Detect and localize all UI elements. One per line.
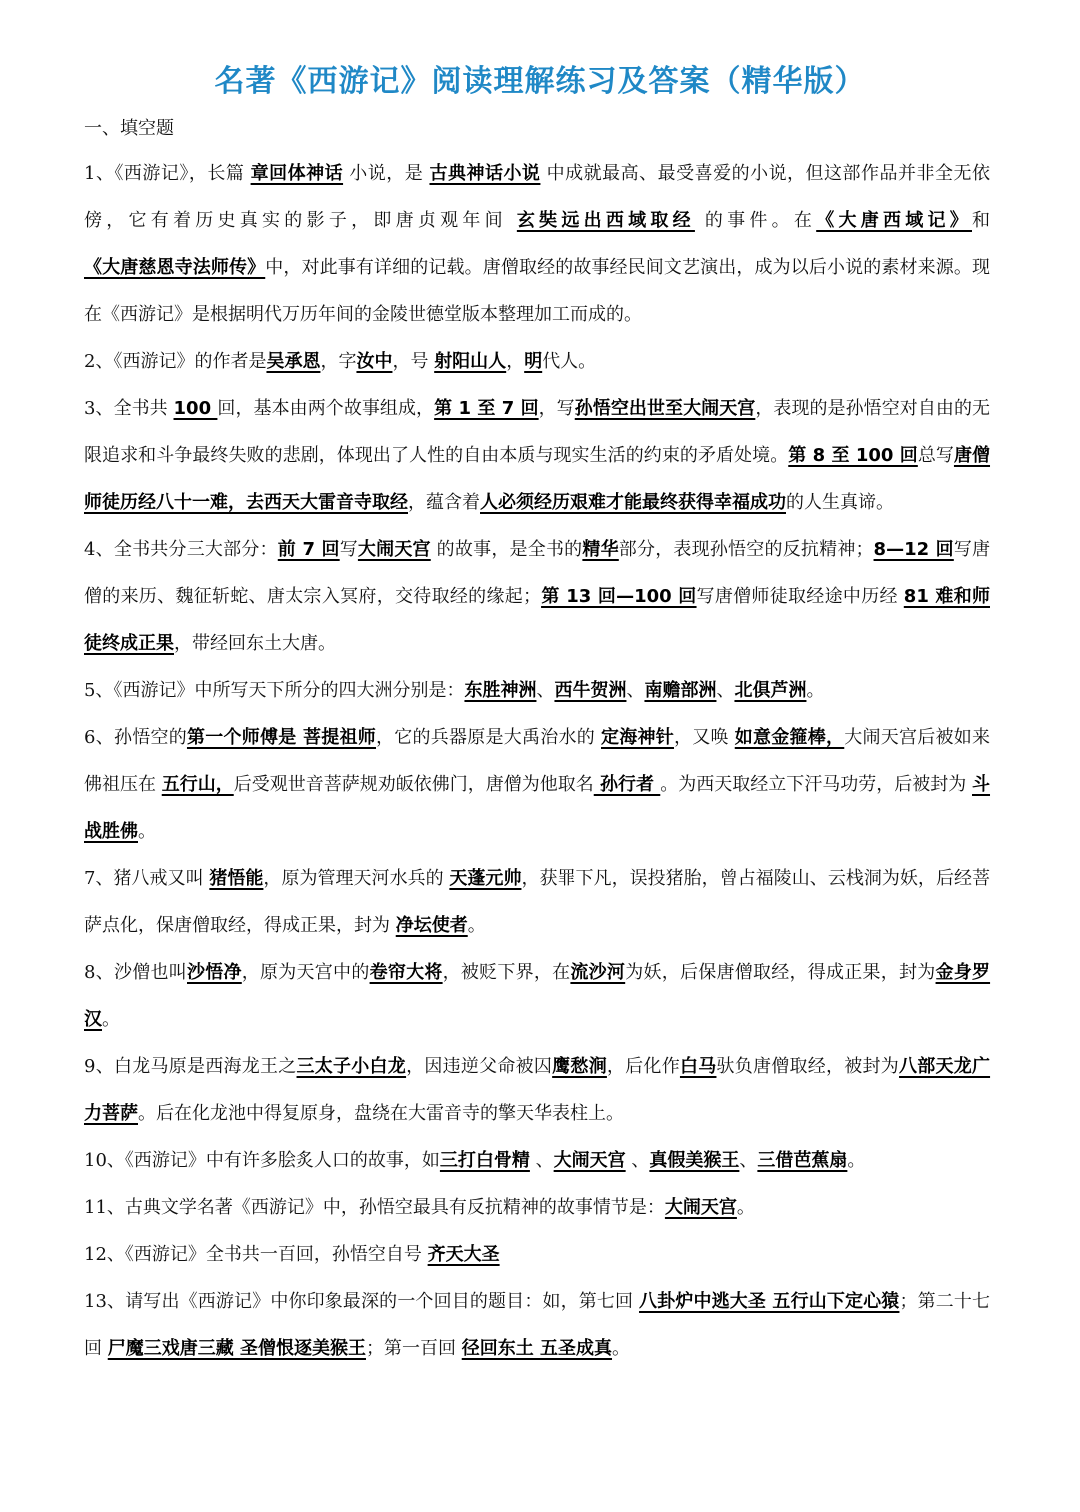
answer-text: 章回体神话 (250, 163, 344, 184)
question-item (84, 855, 990, 949)
answer-text: 第 13 回—100 回 (541, 586, 697, 607)
question-text: ，表现的是孙悟空对自由的无限追求和斗争最终失败的悲剧，体现出了人性的自由本质与现实生活的约束的矛盾处境。 (84, 398, 991, 466)
question-text: ，后化作 (606, 1056, 680, 1077)
question-text: 、 (529, 1150, 554, 1171)
question-text: 3、全书共 (84, 398, 174, 419)
question-text: 。 (736, 1197, 755, 1218)
answer-text: 八部天龙广力菩萨 (84, 1056, 991, 1124)
question-text: 。 (138, 821, 156, 842)
answer-text: 汝中 (356, 351, 393, 372)
question-item (84, 1043, 990, 1137)
question-text: ， (506, 351, 525, 372)
answer-text: 定海神针 (601, 727, 675, 748)
question-text: 、 (625, 1150, 650, 1171)
question-text: 8、沙僧也叫 (84, 962, 187, 983)
question-text: ，获罪下凡，误投猪胎，曾占福陵山、云栈洞为妖，后经菩萨点化，保唐僧取经，得成正果，封为 (84, 868, 990, 936)
question-text: 驮负唐僧取经，被封为 (716, 1056, 900, 1077)
question-text: 。 (806, 680, 825, 701)
question-item (84, 385, 990, 526)
answer-text: 前 7 回 (277, 539, 340, 560)
question-item (84, 667, 990, 714)
question-text: 10、《西游记》中有许多脍炙人口的故事，如 (84, 1150, 440, 1171)
answer-text: 吴承恩 (266, 351, 321, 372)
question-text: ，又唤 (674, 727, 735, 748)
question-text: 13、请写出《西游记》中你印象最深的一个回目的题目：如，第七回 (84, 1291, 640, 1312)
question-text: 、 (739, 1150, 758, 1171)
question-text: ；第二十七回 (84, 1291, 991, 1359)
answer-text: 第 8 至 100 回 (788, 445, 918, 466)
question-text: 的人生真谛。 (786, 492, 894, 513)
answer-text: 净坛使者 (395, 915, 468, 936)
answer-text: 古典神话小说 (429, 163, 541, 184)
answer-text: 沙悟净 (187, 962, 242, 983)
answer-text: 100 (173, 398, 218, 419)
answer-text: 唐僧师徒历经八十一难，去西天大雷音寺取经 (84, 445, 991, 513)
answer-text: 81 难和师徒终成正果 (84, 586, 990, 654)
question-text: 中，对此事有详细的记载。唐僧取经的故事经民间文艺演出，成为以后小说的素材来源。现在《西游记》是根据明代万历年间的金陵世德堂版本整理加工而成的。 (84, 257, 991, 325)
answer-text: 精华 (582, 539, 619, 560)
answer-text: 真假美猴王 (649, 1150, 740, 1171)
question-item (84, 1184, 990, 1231)
answer-text: 东胜神洲 (464, 680, 537, 701)
answer-text: 三借芭蕉扇 (757, 1150, 848, 1171)
answer-text: 8—12 回 (873, 539, 954, 560)
answer-text: 大闹天宫 (357, 539, 431, 560)
question-text: 。 (467, 915, 486, 936)
answer-text: 白马 (679, 1056, 717, 1077)
question-text: 9、白龙马原是西海龙王之 (84, 1056, 297, 1077)
question-text: 小说，是 (343, 163, 430, 184)
answer-text: 西牛贺洲 (554, 680, 627, 701)
answer-text: 明 (524, 351, 543, 372)
question-text: 。为西天取经立下汗马功劳，后被封为 (660, 774, 973, 795)
question-text: 后受观世音菩萨规劝皈依佛门，唐僧为他取名 (233, 774, 594, 795)
question-text: 1、《西游记》，长篇 (84, 163, 251, 184)
question-text: 中成就最高、最受喜爱的小说，但这部作品并非全无依傍，它有着历史真实的影子，即唐贞观年间 (84, 163, 990, 231)
answer-text: 天蓬元帅 (449, 868, 522, 889)
answer-text: 尸魔三戏唐三藏 圣僧恨逐美猴王 (107, 1338, 366, 1359)
question-text: 4、全书共分三大部分： (84, 539, 278, 560)
question-text: 写 (339, 539, 358, 560)
question-item (84, 338, 990, 385)
question-text: 、 (626, 680, 645, 701)
question-item (84, 714, 990, 855)
question-item (84, 526, 990, 667)
question-text: 。 (102, 1009, 120, 1030)
question-text: 大闹天宫后被如来佛祖压在 (84, 727, 991, 795)
question-text: 、 (716, 680, 735, 701)
question-text: ，写 (538, 398, 575, 419)
question-text: 5、《西游记》中所写天下所分的四大洲分别是： (84, 680, 465, 701)
question-text: ，带经回东土大唐。 (174, 633, 336, 654)
question-text: 代人。 (542, 351, 597, 372)
answer-text: 第 1 至 7 回 (434, 398, 539, 419)
question-text: ，它的兵器原是大禹治水的 (376, 727, 601, 748)
question-text: 和 (972, 210, 990, 231)
answer-text: 孙行者 (593, 774, 661, 795)
answer-text: 鹰愁涧 (552, 1056, 607, 1077)
question-item (84, 1137, 990, 1184)
question-text: ，字 (320, 351, 357, 372)
question-text: ；第一百回 (366, 1338, 462, 1359)
question-item (84, 150, 990, 338)
answer-text: 大闹天宫 (664, 1197, 737, 1218)
answer-text: 八卦炉中逃大圣 五行山下定心猿 (639, 1291, 900, 1312)
question-text: 回，基本由两个故事组成， (217, 398, 435, 419)
question-text: 、 (536, 680, 555, 701)
document-title: 名著《西游记》阅读理解练习及答案（精华版） (214, 64, 866, 99)
answer-text: 径回东土 五圣成真 (461, 1338, 613, 1359)
question-text: 7、猪八戒又叫 (84, 868, 210, 889)
answer-text: 流沙河 (570, 962, 626, 983)
question-text: 2、《西游记》的作者是 (84, 351, 267, 372)
answer-text: 孙悟空出世至大闹天宫 (574, 398, 756, 419)
answer-text: 北俱芦洲 (734, 680, 807, 701)
question-text: ，因违逆父命被囚 (406, 1056, 553, 1077)
question-text: 11、古典文学名著《西游记》中，孙悟空最具有反抗精神的故事情节是： (84, 1197, 665, 1218)
question-text: 的故事，是全书的 (430, 539, 583, 560)
answer-text: 南赡部洲 (644, 680, 717, 701)
question-text: ，蕴含着 (408, 492, 480, 513)
question-text: 写唐僧师徒取经途中历经 (696, 586, 904, 607)
question-list (84, 150, 990, 1372)
question-text: 总写 (917, 445, 954, 466)
answer-text: 斗战胜佛 (84, 774, 991, 842)
answer-text: 三打白骨精 (439, 1150, 530, 1171)
section-heading: 一、填空题 (84, 118, 174, 139)
question-text: 6、孙悟空的 (84, 727, 187, 748)
question-item (84, 1231, 990, 1278)
question-text: 部分，表现孙悟空的反抗精神； (618, 539, 874, 560)
answer-text: 玄奘远出西域取经 (516, 210, 695, 231)
answer-text: 人必须经历艰难才能最终获得幸福成功 (480, 492, 786, 513)
answer-text: 卷帘大将 (369, 962, 443, 983)
answer-text: 金身罗汉 (84, 962, 991, 1030)
question-text: ，被贬下界，在 (442, 962, 571, 983)
answer-text: 五行山， (161, 774, 234, 795)
answer-text: 齐天大圣 (427, 1244, 500, 1265)
question-item (84, 949, 990, 1043)
question-text: 。 (847, 1150, 866, 1171)
question-text: ，原为天宫中的 (241, 962, 370, 983)
question-text: ，原为管理天河水兵的 (263, 868, 450, 889)
answer-text: 如意金箍棒， (734, 727, 845, 748)
question-text: 。后在化龙池中得复原身，盘绕在大雷音寺的擎天华表柱上。 (138, 1103, 624, 1124)
question-text: 为妖，后保唐僧取经，得成正果，封为 (625, 962, 936, 983)
answer-text: 《大唐慈恩寺法师传》 (84, 257, 266, 278)
question-text: 写唐僧的来历、魏征斩蛇、唐太宗入冥府，交待取经的缘起； (84, 539, 991, 607)
question-text: ，号 (392, 351, 435, 372)
question-text: 12、《西游记》全书共一百回，孙悟空自号 (84, 1244, 428, 1265)
answer-text: 大闹天宫 (553, 1150, 626, 1171)
question-text: 。 (612, 1338, 631, 1359)
answer-text: 猪悟能 (209, 868, 264, 889)
question-text: 的事件。在 (694, 210, 817, 231)
answer-text: 第一个师傅是 菩提祖师 (186, 727, 376, 748)
answer-text: 射阳山人 (434, 351, 507, 372)
answer-text: 三太子小白龙 (296, 1056, 407, 1077)
question-item (84, 1278, 990, 1372)
answer-text: 《大唐西域记》 (816, 210, 972, 231)
